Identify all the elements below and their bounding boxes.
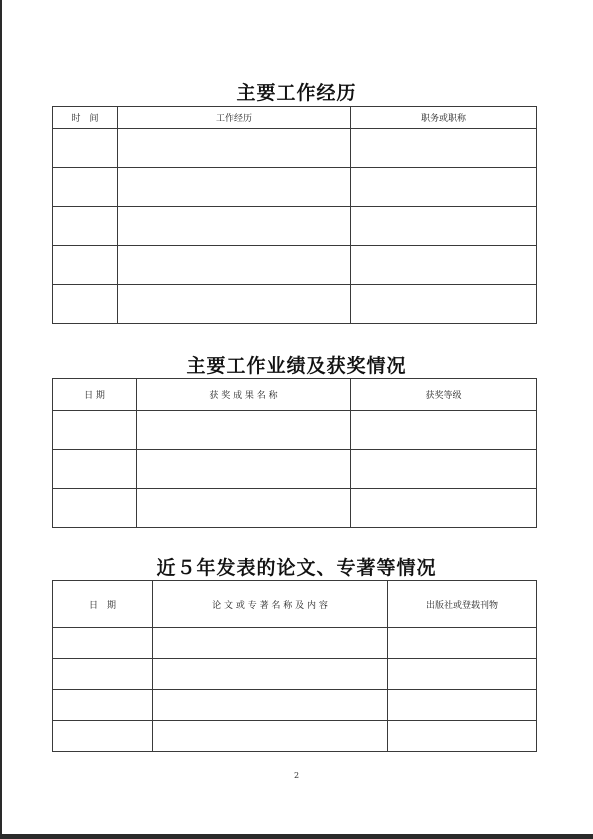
header-position-title: 职务或职称: [351, 107, 537, 129]
table-cell[interactable]: [118, 207, 351, 246]
table-cell[interactable]: [53, 411, 137, 450]
table-row: [53, 207, 537, 246]
table-row: [53, 659, 537, 690]
table-cell[interactable]: [137, 489, 351, 528]
scan-edge-left: [0, 0, 2, 839]
table-row: [53, 628, 537, 659]
header-date: 日 期: [53, 581, 153, 628]
section-title-publications: 近５年发表的论文、专著等情况: [156, 557, 437, 579]
header-work-experience: 工作经历: [118, 107, 351, 129]
table-cell[interactable]: [351, 168, 537, 207]
table-cell[interactable]: [388, 721, 537, 752]
header-publication-name: 论 文 或 专 著 名 称 及 内 容: [153, 581, 388, 628]
header-publisher: 出版社或登载刊物: [388, 581, 537, 628]
table-cell[interactable]: [137, 450, 351, 489]
header-award-name: 获 奖 成 果 名 称: [137, 379, 351, 411]
section-title-achievements-awards: 主要工作业绩及获奖情况: [186, 355, 407, 377]
table-cell[interactable]: [53, 721, 153, 752]
table-cell[interactable]: [137, 411, 351, 450]
table-cell[interactable]: [388, 628, 537, 659]
publications-table: [52, 580, 537, 752]
table-cell[interactable]: [351, 450, 537, 489]
table-cell[interactable]: [53, 129, 118, 168]
table-cell[interactable]: [53, 246, 118, 285]
table-cell[interactable]: [53, 628, 153, 659]
page-number: 2: [293, 771, 300, 780]
section-title-work-history: 主要工作经历: [236, 82, 357, 104]
table-cell[interactable]: [53, 489, 137, 528]
table-cell[interactable]: [118, 246, 351, 285]
table-cell[interactable]: [351, 207, 537, 246]
table-row: [53, 246, 537, 285]
table-cell[interactable]: [53, 285, 118, 324]
table-cell[interactable]: [351, 129, 537, 168]
table-row: [53, 721, 537, 752]
table-cell[interactable]: [388, 690, 537, 721]
scan-edge-bottom: [0, 834, 593, 839]
achievements-awards-table: [52, 378, 537, 528]
table-cell[interactable]: [53, 168, 118, 207]
table-cell[interactable]: [388, 659, 537, 690]
header-date: 日 期: [53, 379, 137, 411]
table-cell[interactable]: [351, 285, 537, 324]
table-cell[interactable]: [53, 659, 153, 690]
table-row: [53, 411, 537, 450]
table-cell[interactable]: [53, 207, 118, 246]
table-header-row: [53, 581, 537, 628]
table-header-row: [53, 107, 537, 129]
table-header-row: [53, 379, 537, 411]
table-cell[interactable]: [118, 168, 351, 207]
table-cell[interactable]: [153, 721, 388, 752]
table-cell[interactable]: [351, 246, 537, 285]
table-cell[interactable]: [153, 659, 388, 690]
table-row: [53, 129, 537, 168]
table-cell[interactable]: [53, 690, 153, 721]
table-cell[interactable]: [351, 411, 537, 450]
header-award-level: 获奖等级: [351, 379, 537, 411]
table-cell[interactable]: [153, 690, 388, 721]
work-history-table: [52, 106, 537, 324]
table-cell[interactable]: [351, 489, 537, 528]
table-cell[interactable]: [118, 285, 351, 324]
table-row: [53, 285, 537, 324]
table-row: [53, 489, 537, 528]
table-cell[interactable]: [53, 450, 137, 489]
table-cell[interactable]: [153, 628, 388, 659]
table-row: [53, 690, 537, 721]
table-row: [53, 168, 537, 207]
header-time: 时 间: [53, 107, 118, 129]
table-row: [53, 450, 537, 489]
table-cell[interactable]: [118, 129, 351, 168]
